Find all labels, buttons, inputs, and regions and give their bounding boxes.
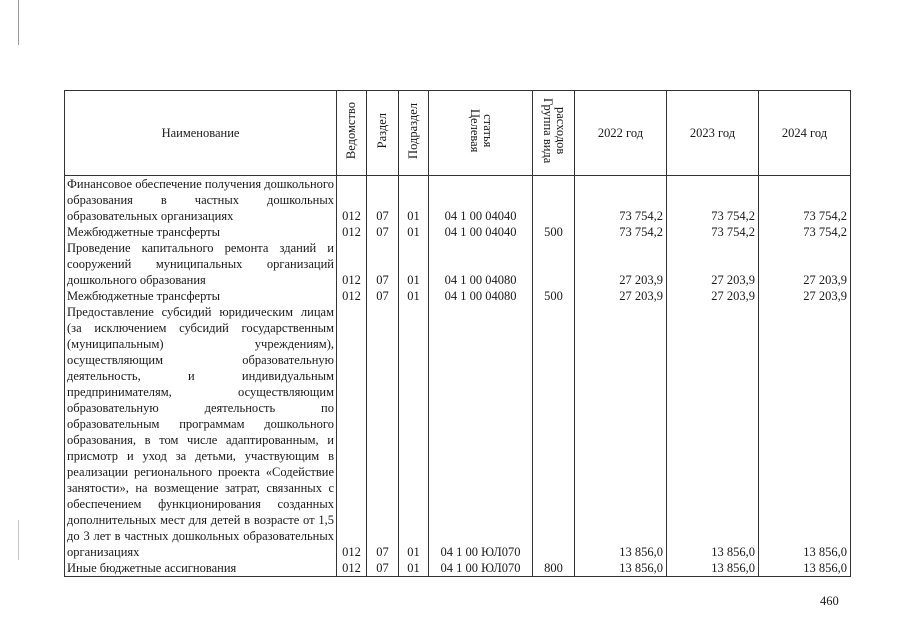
- row-value-2023: 73 754,2: [667, 176, 759, 225]
- row-name: Иные бюджетные ассигнования: [65, 560, 337, 577]
- row-vedomstvo: 012: [337, 560, 367, 577]
- row-vedomstvo: 012: [337, 224, 367, 240]
- row-podrazdel: 01: [399, 288, 429, 304]
- row-celevaya-statya: 04 1 00 ЮЛ070: [429, 304, 533, 560]
- budget-table: [64, 90, 851, 577]
- row-name: Финансовое обеспечение получения дошкольного образования в частных дошкольных образовательных организациях: [65, 176, 337, 225]
- page-number: 460: [820, 594, 839, 608]
- row-name: Предоставление субсидий юридическим лицам (за исключением субсидий государственным (муниципальным) учреждениям), осуществляющим образовательную деятельность, и индивидуальным предпринимателям, осуществляющим образовательную деятельность по образовательным программам дошкольного образования, в том числе адаптированным, и присмотр и уход за детьми, участвующим в реализации регионального проекта «Содействие занятости», на возмещение затрат, связанных с обеспечением функционирования созданных дополнительных мест для детей в возрасте от 1,5 до 3 лет в частных дошкольных образовательных организациях: [65, 304, 337, 560]
- row-razdel: 07: [367, 560, 399, 577]
- row-value-2022: 73 754,2: [575, 176, 667, 225]
- row-value-2023: 27 203,9: [667, 288, 759, 304]
- row-podrazdel: 01: [399, 176, 429, 225]
- scan-artifact-line: [18, 0, 19, 45]
- row-value-2024: 73 754,2: [759, 176, 851, 225]
- row-value-2022: 27 203,9: [575, 240, 667, 288]
- table-row: [65, 304, 851, 560]
- row-razdel: 07: [367, 288, 399, 304]
- row-razdel: 07: [367, 176, 399, 225]
- header-gruppa-vida-rashodov: Группа вида расходов: [533, 91, 575, 176]
- row-value-2024: 73 754,2: [759, 224, 851, 240]
- table-row: [65, 224, 851, 240]
- row-name: Межбюджетные трансферты: [65, 224, 337, 240]
- table-row: [65, 240, 851, 288]
- row-value-2022: 13 856,0: [575, 560, 667, 577]
- row-celevaya-statya: 04 1 00 04040: [429, 224, 533, 240]
- row-gruppa: [533, 176, 575, 225]
- row-value-2023: 27 203,9: [667, 240, 759, 288]
- row-celevaya-statya: 04 1 00 04040: [429, 176, 533, 225]
- row-value-2022: 27 203,9: [575, 288, 667, 304]
- row-value-2024: 27 203,9: [759, 288, 851, 304]
- row-celevaya-statya: 04 1 00 ЮЛ070: [429, 560, 533, 577]
- row-celevaya-statya: 04 1 00 04080: [429, 288, 533, 304]
- table-row: [65, 288, 851, 304]
- header-razdel: Раздел: [367, 91, 399, 176]
- row-gruppa: 500: [533, 288, 575, 304]
- row-podrazdel: 01: [399, 304, 429, 560]
- row-vedomstvo: 012: [337, 240, 367, 288]
- row-gruppa: 500: [533, 224, 575, 240]
- row-razdel: 07: [367, 304, 399, 560]
- row-razdel: 07: [367, 240, 399, 288]
- row-value-2023: 73 754,2: [667, 224, 759, 240]
- row-value-2024: 13 856,0: [759, 560, 851, 577]
- table-header-row: [65, 91, 851, 176]
- row-value-2022: 73 754,2: [575, 224, 667, 240]
- row-gruppa: [533, 240, 575, 288]
- header-year-2023: 2023 год: [667, 91, 759, 176]
- table-row: [65, 560, 851, 577]
- row-name: Межбюджетные трансферты: [65, 288, 337, 304]
- row-vedomstvo: 012: [337, 176, 367, 225]
- row-value-2023: 13 856,0: [667, 304, 759, 560]
- row-razdel: 07: [367, 224, 399, 240]
- header-year-2022: 2022 год: [575, 91, 667, 176]
- row-vedomstvo: 012: [337, 288, 367, 304]
- row-podrazdel: 01: [399, 560, 429, 577]
- scan-artifact-line: [18, 520, 19, 560]
- row-podrazdel: 01: [399, 240, 429, 288]
- row-value-2024: 27 203,9: [759, 240, 851, 288]
- header-name: Наименование: [65, 91, 337, 176]
- header-vedomstvo: Ведомство: [337, 91, 367, 176]
- table-row: [65, 176, 851, 225]
- row-celevaya-statya: 04 1 00 04080: [429, 240, 533, 288]
- header-year-2024: 2024 год: [759, 91, 851, 176]
- header-celevaya-statya: Целевая статья: [429, 91, 533, 176]
- header-podrazdel: Подраздел: [399, 91, 429, 176]
- row-podrazdel: 01: [399, 224, 429, 240]
- row-value-2023: 13 856,0: [667, 560, 759, 577]
- row-name: Проведение капитального ремонта зданий и сооружений муниципальных организаций дошкольного образования: [65, 240, 337, 288]
- row-value-2022: 13 856,0: [575, 304, 667, 560]
- row-vedomstvo: 012: [337, 304, 367, 560]
- row-gruppa: [533, 304, 575, 560]
- row-gruppa: 800: [533, 560, 575, 577]
- row-value-2024: 13 856,0: [759, 304, 851, 560]
